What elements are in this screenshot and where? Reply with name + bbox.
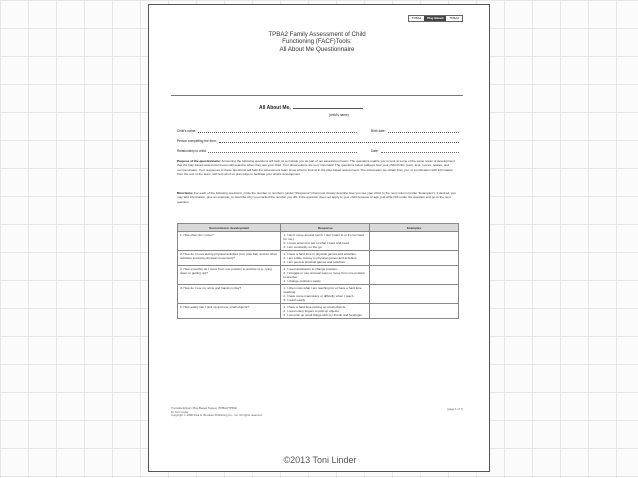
directions-heading: Directions:: [177, 191, 194, 195]
table-row: [178, 285, 459, 304]
response-option[interactable]: 1. I need assistance to change position.: [283, 267, 338, 271]
response-cell[interactable]: [281, 232, 370, 251]
response-cell[interactable]: [281, 304, 370, 319]
question-cell: 5. How easily can I pick up and use small objects?: [178, 304, 281, 319]
relationship-field[interactable]: [177, 149, 357, 153]
footer-line-1: Transdisciplinary Play-Based System (TPBA2/TPBI2): [171, 406, 238, 410]
table-row: [178, 304, 459, 319]
response-option[interactable]: 2. I struggle or use unusual ways to move from one position to another.: [283, 271, 366, 279]
question-cell: 2. How do I move during physical activities (run, play ball, and do other activities involving physical movement)?: [178, 251, 281, 266]
response-option[interactable]: 3. I change positions easily.: [283, 279, 322, 283]
header-sensorimotor: Sensorimotor development: [178, 224, 281, 232]
child-name-line[interactable]: [198, 129, 357, 133]
date-field[interactable]: [371, 149, 459, 153]
badge-mid: Play-Based: [424, 16, 446, 21]
badge-left: TPBA2: [411, 16, 422, 20]
response-option[interactable]: 3. I can pick up small things with my thumb and forefinger.: [283, 313, 363, 317]
page-footer: [171, 407, 463, 418]
response-option[interactable]: 2. I have some inaccuracy or difficulty when I reach.: [283, 294, 355, 298]
response-option[interactable]: 3. I am good at physical games and activities.: [283, 260, 346, 264]
examples-cell[interactable]: [370, 266, 459, 285]
response-option[interactable]: 2. I need many fingers to pick up objects.: [283, 309, 340, 313]
title-line-1: TPBA2 Family Assessment of Child: [268, 31, 366, 38]
response-option[interactable]: 1. I don't move around much. I don't want to or it's too hard for me.): [283, 233, 364, 241]
table-row: [178, 232, 459, 251]
purpose-heading: Purpose of the questionnaire:: [177, 159, 221, 163]
about-me-label: All About Me,: [259, 105, 291, 111]
response-option[interactable]: 1. I often miss what I am reaching for or have a hard time reaching.: [283, 286, 362, 294]
response-option[interactable]: 1. I have a hard time picking up small objects.: [283, 305, 347, 309]
child-name-blank[interactable]: [293, 108, 363, 109]
child-name-field[interactable]: [177, 129, 357, 133]
title-line-3: All About Me Questionnaire: [279, 45, 355, 53]
response-option[interactable]: 3. I am constantly on the go.: [283, 245, 323, 249]
response-cell[interactable]: [281, 251, 370, 266]
question-cell: 4. How do I use my arms and hands in play?: [178, 285, 281, 304]
examples-cell[interactable]: [370, 251, 459, 266]
response-option[interactable]: 1. I have a hard time in physical games and activities.: [283, 252, 357, 256]
footer-line-3: Copyright © 2008 Paul H. Brookes Publishing Co., Inc. All rights reserved.: [171, 413, 263, 418]
purpose-paragraph: [177, 159, 459, 177]
child-name-label: Child's name:: [177, 129, 197, 133]
page-title: [231, 31, 403, 53]
birth-date-field[interactable]: [371, 129, 459, 133]
footer-line-2: by Toni Linder.: [171, 409, 189, 414]
child-name-caption: (child's name): [329, 113, 349, 117]
response-option[interactable]: 2. I am a little clumsy in physical games and activities.: [283, 256, 358, 260]
title-line-2: Functioning (FACF)Tools:: [282, 38, 352, 46]
questionnaire-table: [177, 223, 459, 319]
series-badge: [408, 15, 463, 22]
completer-line[interactable]: [219, 139, 459, 143]
relationship-label: Relationship to child:: [177, 149, 207, 153]
relationship-line[interactable]: [208, 149, 357, 153]
question-cell: 1. How often do I move?: [178, 232, 281, 251]
badge-right: TPBA2: [449, 16, 459, 20]
birth-date-line[interactable]: [388, 129, 459, 133]
page-number: (page 1 of 7): [447, 407, 463, 411]
response-cell[interactable]: [281, 266, 370, 285]
slide: [148, 4, 490, 472]
completer-label: Person completing the form:: [177, 139, 217, 143]
table-header-row: [178, 224, 459, 232]
about-me-line: [259, 105, 363, 111]
birth-date-label: Birth date:: [371, 129, 386, 133]
response-cell[interactable]: [281, 285, 370, 304]
purpose-text: Answering the following questions will help us to include you as part of our assessment team. The questions enable you to look at some of the same areas of development that the play-based assessment team will examine when they see your child. Your observations are very important! The questions below address how your child thinks, feels, acts, moves, relates, and communicates. Your responses to these questions will help the assessment team know what to look at in the play-based assessment. The information we obtain from you, in combination with information from the rest of the team, will help all of us plan ways to facilitate your child's development.: [177, 159, 455, 177]
header-response: Response: [281, 224, 370, 232]
date-label: Date:: [371, 149, 379, 153]
document-page: [171, 15, 463, 423]
completer-field[interactable]: [177, 139, 459, 143]
question-cell: 3. How smoothly do I move from one position to another (e.g., lying down to getting up)?: [178, 266, 281, 285]
response-option[interactable]: 3. I reach easily.: [283, 298, 306, 302]
examples-cell[interactable]: [370, 232, 459, 251]
slide-copyright: ©2013 Toni Linder: [283, 455, 357, 465]
directions-text: For each of the following questions, circle the number or numbers (under "Response") that most closely describe how you see your child. In the next column (under "Examples"), if desired, you may add information, give an example, or describe why you marked the number you did. If the question does not apply to your child because of age, just write N/A under the question and go to the next question.: [177, 191, 456, 204]
divider-top: [171, 95, 463, 96]
examples-cell[interactable]: [370, 304, 459, 319]
table-row: [178, 251, 459, 266]
response-option[interactable]: 2. I move around to get to what I want and need.: [283, 241, 350, 245]
examples-cell[interactable]: [370, 285, 459, 304]
date-line[interactable]: [381, 149, 459, 153]
header-examples: Examples: [370, 224, 459, 232]
table-row: [178, 266, 459, 285]
directions-paragraph: [177, 191, 459, 204]
